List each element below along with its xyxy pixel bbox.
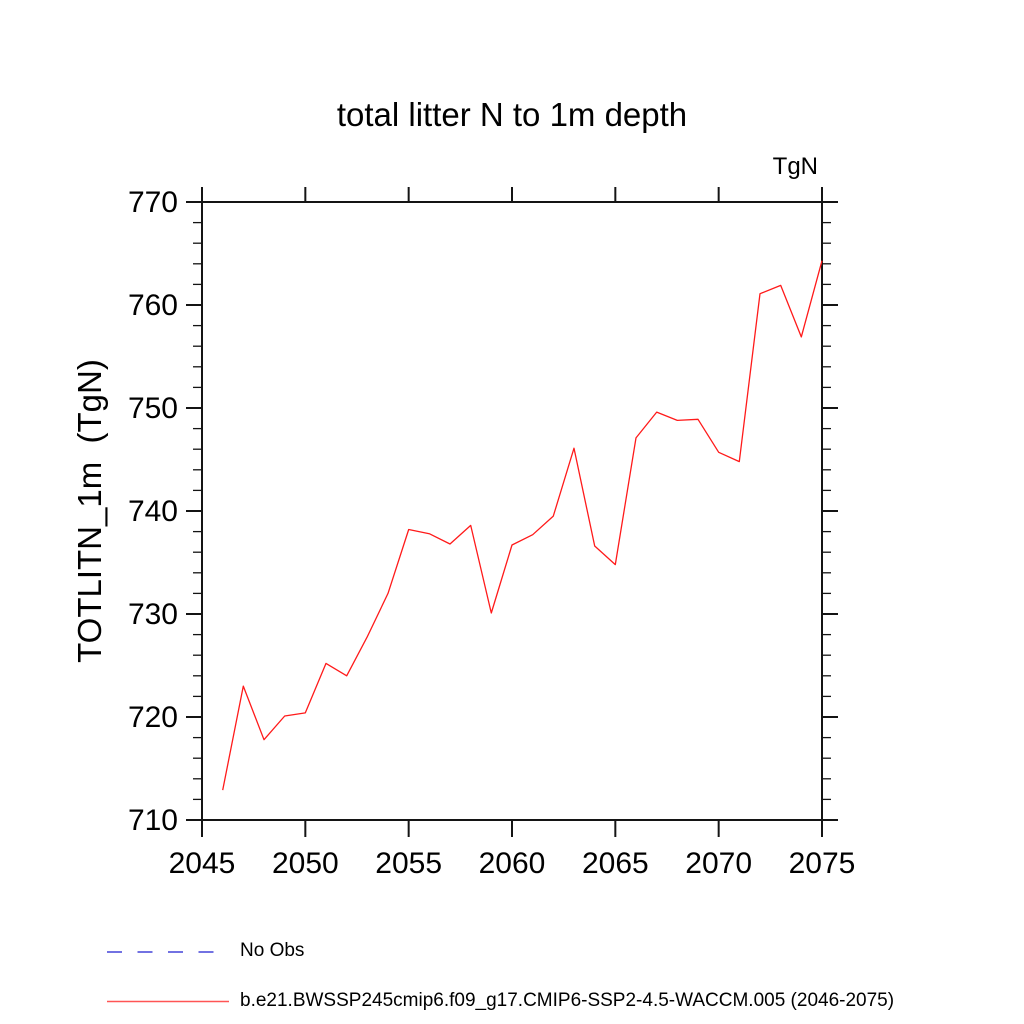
- y-tick-label: 730: [127, 598, 178, 631]
- y-tick-label: 770: [127, 186, 178, 219]
- y-tick-label: 740: [127, 495, 178, 528]
- x-tick-label: 2055: [375, 847, 443, 880]
- legend-label-model-run: b.e21.BWSSP245cmip6.f09_g17.CMIP6-SSP2-4.5-WACCM.005 (2046-2075): [240, 990, 895, 1011]
- y-tick-label: 760: [127, 289, 178, 322]
- y-tick-label: 720: [127, 701, 178, 734]
- x-axis-ticks: [169, 187, 856, 880]
- x-tick-label: 2045: [168, 847, 236, 880]
- model-run-line-swatch: [107, 989, 231, 1013]
- series-line: [223, 261, 822, 790]
- y-tick-label: 710: [127, 804, 178, 837]
- legend-item-no-obs: [107, 939, 967, 963]
- legend-item-model-run: [107, 989, 967, 1013]
- y-units-label: TgN: [772, 153, 818, 180]
- x-tick-label: 2075: [788, 847, 856, 880]
- x-tick-label: 2060: [478, 847, 546, 880]
- no-obs-dashed-line-swatch: [107, 939, 219, 963]
- legend-label-no-obs: No Obs: [240, 940, 305, 961]
- chart-title: total litter N to 1m depth: [336, 96, 688, 133]
- x-tick-label: 2065: [581, 847, 649, 880]
- y-axis-ticks: [128, 186, 838, 837]
- y-axis-title: TOTLITN_1m (TgN): [71, 359, 108, 663]
- y-tick-label: 750: [127, 392, 178, 425]
- x-tick-label: 2070: [685, 847, 753, 880]
- plot-frame: [202, 202, 822, 820]
- x-tick-label: 2050: [271, 847, 339, 880]
- y-axis-minor-ticks: [193, 223, 831, 800]
- series: [223, 261, 822, 790]
